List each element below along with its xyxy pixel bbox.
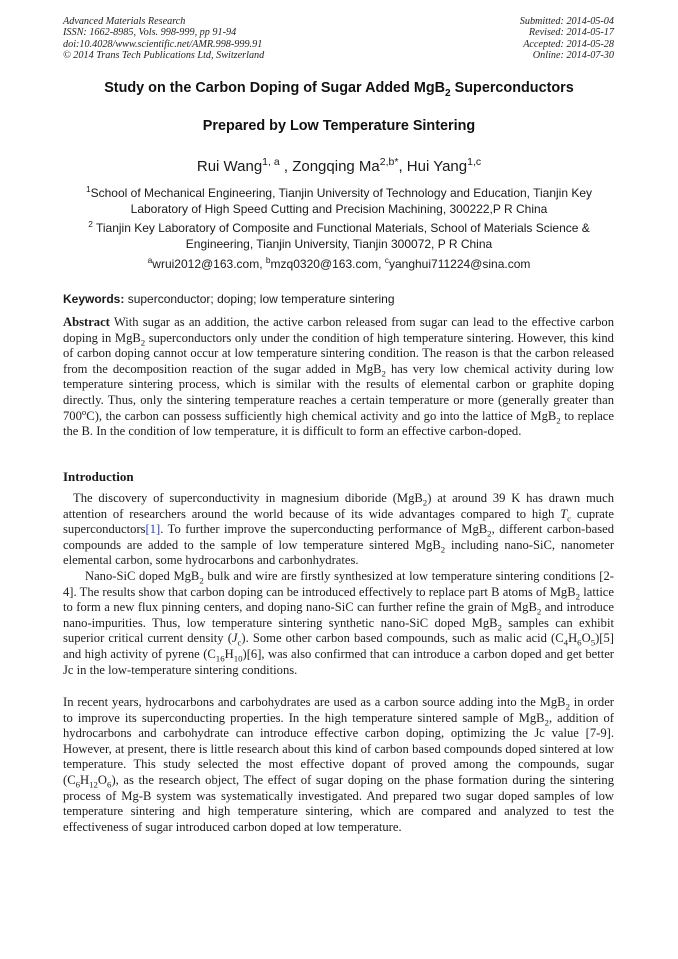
author-list (40, 158, 638, 175)
subscript: 2 (544, 717, 549, 728)
intro-paragraph-3 (63, 695, 614, 835)
subscript: 10 (233, 653, 243, 664)
subscript: c (567, 513, 572, 524)
body-text: in order to improve its superconducting properties. In the high temperature sintered sample of MgB (63, 695, 614, 725)
author-name: Rui Wang (196, 158, 263, 175)
body-text: ), as the research object, The effect of sugar doping on the phase formation during the sintering process of Mg-B system was systematically investigated. And prepared two sugar doped samples of low temperature sintering and high temperature sintering, which are compared and analyzed to test the effectiveness of sugar introduced carbon doped at low temperature. (63, 772, 614, 834)
body-text: . To further improve the superconducting performance of MgB (160, 522, 488, 537)
subscript: 2 (536, 606, 542, 617)
subscript: 2 (381, 368, 386, 379)
author-name: Hui Yang (406, 158, 468, 175)
body-text: The discovery of superconductivity in magnesium diboride (MgB (73, 491, 423, 505)
affiliation-text: School of Mechanical Engineering, Tianjin University of Technology and Education, Tianjin Key Laboratory of High Speed Cutting and Precision Machining, 300222,P R China (90, 186, 593, 216)
abstract-paragraph (63, 315, 614, 440)
date-revised: Revised: 2014-05-17 (528, 27, 614, 39)
body-text: O (97, 772, 108, 787)
subscript: 2 (199, 575, 204, 586)
body-text: including nano-SiC, nanometer elemental carbon, some hydrocarbons and carbonhydrates. (63, 537, 615, 568)
email-link[interactable]: mzq0320@163.com, (270, 257, 385, 271)
journal-doi[interactable]: doi:10.4028/www.scientific.net/AMR.998-999.91 (63, 38, 263, 50)
subscript: c (237, 637, 242, 648)
journal-info (63, 16, 264, 62)
author-emails (40, 257, 638, 271)
body-text: )[6], was also confirmed that can introduce a carbon doped and get better Jc in the low-temperature sintering conditions. (63, 646, 614, 677)
body-text: Nano-SiC doped MgB (85, 569, 200, 583)
body-text: O (581, 631, 591, 646)
body-text: ). Some other carbon based compounds, such as malic acid (C (241, 631, 564, 646)
abstract-text: has very low chemical activity during low temperature sintering process, which is similar with the results of elemental carbon or graphite doping directly. Thus, only the sintering temperature reaches a certain temperature or more (generally greater than 700 (63, 361, 615, 423)
subscript: 6 (577, 637, 582, 648)
subscript: 2 (487, 528, 492, 539)
author-affiliation-mark: 1,c (467, 156, 482, 168)
subscript: 12 (89, 779, 98, 790)
body-text: )[5] and high activity of pyrene (C (63, 631, 614, 661)
affiliation-1 (62, 185, 616, 217)
journal-copyright: © 2014 Trans Tech Publications Ltd, Switzerland (63, 50, 265, 62)
keywords-text: superconductor; doping; low temperature sintering (124, 292, 395, 306)
body-text: H (568, 631, 578, 646)
keywords (63, 292, 615, 306)
intro-paragraph-2 (63, 569, 614, 678)
author-affiliation-mark: 2,b* (379, 156, 399, 168)
subscript: 2 (497, 622, 502, 633)
subscript: 6 (75, 779, 80, 790)
body-text: H (80, 772, 90, 787)
journal-name: Advanced Materials Research (63, 16, 186, 27)
publication-dates (520, 16, 614, 62)
keywords-label: Keywords: (63, 292, 125, 306)
jc-symbol: J (231, 631, 238, 646)
subscript: 5 (590, 637, 596, 648)
date-online: Online: 2014-07-30 (532, 50, 614, 62)
journal-issn: ISSN: 1662-8985, Vols. 998-999, pp 91-94 (63, 27, 237, 39)
body-text: samples can exhibit superior critical current density ( (63, 615, 614, 646)
date-submitted: Submitted: 2014-05-04 (519, 16, 614, 27)
author-separator: , (279, 158, 293, 175)
body-text: , addition of hydrocarbons and carbohydrate can introduce effective carbon doping, optimizing the Jc value [7-9]. However, at present, there is little research about this kind of carbon based compounds doped sintered at low temperature. This study selected the most effective dopant of proved among the compounds, sugar (C (63, 710, 615, 787)
subscript: 2 (556, 415, 561, 426)
date-accepted: Accepted: 2014-05-28 (523, 38, 614, 50)
subscript: 2 (440, 544, 446, 555)
tc-symbol: T (560, 506, 568, 521)
email-mark: c (384, 255, 389, 265)
paper-title-line-2: Prepared by Low Temperature Sintering (202, 118, 476, 134)
body-text: and introduce nano-impurities. Thus, low temperature sintering synthetic nano-SiC doped MgB (63, 600, 614, 630)
intro-paragraph-1 (63, 491, 614, 569)
title-subscript: 2 (445, 87, 451, 99)
abstract-label: Abstract (63, 315, 110, 329)
subscript: 2 (575, 591, 581, 602)
body-text: lattice to form a new flux pinning centers, and doping nano-SiC can further refine the grain of MgB (63, 584, 614, 615)
paper-title-line-1 (40, 80, 638, 99)
affiliation-mark: 1 (85, 184, 91, 194)
email-mark: b (265, 255, 271, 265)
abstract-text: With sugar as an addition, the active carbon released from sugar can lead to the effective carbon doping in MgB (63, 315, 614, 345)
abstract-text: to replace the B. In the condition of low temperature, it is difficult to form an effective carbon-doped. (63, 408, 614, 439)
subscript: 4 (563, 637, 569, 648)
subscript: 6 (107, 779, 112, 790)
abstract-text: superconductors only under the condition of high temperature sintering. However, this kind of carbon doping cannot occur at low temperature sintering condition. The reason is that the carbon released from the decomposition reaction of the sugar added in MgB (63, 330, 614, 376)
subscript: 2 (140, 337, 146, 348)
abstract-text: C), the carbon can possess sufficiently high chemical activity and go into the lattice of MgB (86, 408, 557, 423)
body-text: In recent years, hydrocarbons and carbohydrates are used as a carbon source adding into the MgB (63, 695, 566, 709)
title-text-b: Superconductors (450, 80, 574, 96)
body-text: , different carbon-based compounds are added to the sample of low temperature sintered MgB (63, 522, 614, 552)
subscript: 2 (565, 701, 570, 712)
body-text: cuprate superconductors (63, 506, 614, 537)
email-link[interactable]: yanghui711224@sina.com (388, 257, 531, 271)
affiliation-2 (62, 220, 616, 252)
email-mark: a (147, 255, 153, 265)
subscript: 16 (215, 653, 225, 664)
title-text-a: Study on the Carbon Doping of Sugar Added MgB (104, 80, 446, 96)
author-name: Zongqing Ma (292, 158, 380, 175)
author-affiliation-mark: 1, a (262, 156, 280, 168)
body-text: bulk and wire are firstly synthesized at low temperature sintering conditions [2-4]. The results show that carbon doping can be introduced effectively to replace part B atoms of MgB (63, 569, 614, 599)
degree-mark: o (81, 406, 87, 417)
author-separator: , (398, 158, 407, 175)
affiliation-text: Tianjin Key Laboratory of Composite and Functional Materials, School of Materials Science & Engineering, Tianjin University, Tianjin 300072, P R China (92, 221, 590, 251)
section-heading-introduction: Introduction (63, 469, 134, 484)
citation-link[interactable]: [1] (145, 522, 161, 537)
body-text: H (224, 646, 234, 661)
affiliation-mark: 2 (88, 219, 93, 229)
email-link[interactable]: wrui2012@163.com, (152, 257, 266, 271)
body-text: ) at around 39 K has drawn much attention of researchers around the world because of its wide advantages compared to high (63, 491, 614, 521)
subscript: 2 (422, 497, 428, 508)
